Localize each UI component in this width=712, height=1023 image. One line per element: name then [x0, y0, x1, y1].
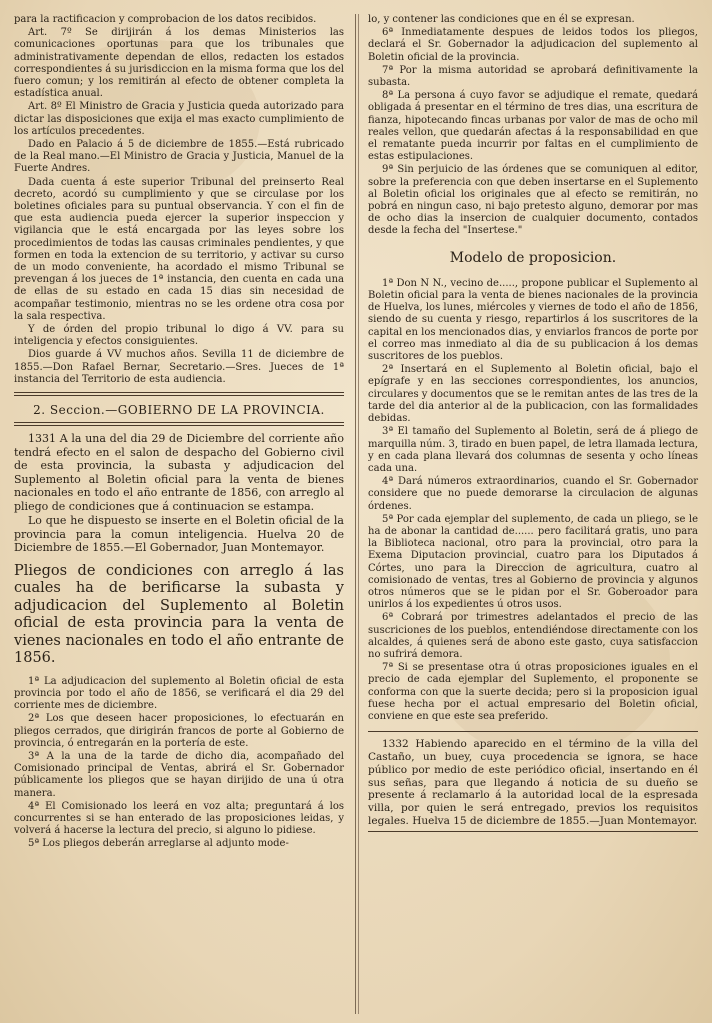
- condition-item: 2ª Los que deseen hacer proposiciones, lo efectuarán en pliegos cerrados, que dirigirán francos de porte al Gobierno de provincia, ó entregarán en la portería de este.: [14, 713, 344, 749]
- modelo-item: 2ª Insertará en el Suplemento al Boletin oficial, bajo el epígrafe y en las secciones correspondientes, los anuncios, circulares y documentos que se le remitan antes de las tres de la tarde del dia anterior al de la publicacion, con las formalidades debidas.: [368, 364, 699, 425]
- section-rule: [14, 422, 344, 426]
- column-divider: [355, 14, 356, 1014]
- paragraph: Y de órden del propio tribunal lo digo á VV. para su inteligencia y efectos consiguientes.: [14, 324, 344, 348]
- modelo-item: 7ª Si se presentase otra ú otras proposiciones iguales en el precio de cada ejemplar del Suplemento, el proponente se conforma con que la suerte decida; pero si la proposicion igual fuese hecha por el actual empresario del Boletin oficial, conviene en que este sea preferido.: [368, 662, 698, 722]
- section-rule: [14, 392, 344, 396]
- paragraph: Dada cuenta á este superior Tribunal del preinserto Real decreto, acordó su cumplimiento y que se circulase por los boletines oficiales para su puntual observancia. Y con el fin de que esta audiencia pueda ejercer la superior inspeccion y vigilancia que le está encargada por las leyes sobre los procedimientos de todas las causas criminales pendientes, y que formen en toda la extencion de su territorio, y activar su curso de un modo conveniente, ha acordado el mismo Tribunal se prevengan á los jueces de 1ª instancia, den cuenta en cada una de ellas de su estado en cada 15 dias sin necesidad de acompañar testimonio, mientras no se les ordene otra cosa por la sala respectiva.: [14, 176, 344, 322]
- modelo-item: 1ª Don N N., vecino de....., propone publicar el Suplemento al Boletin oficial para la venta de bienes nacionales de la provincia de Huelva, los lunes, miércoles y viernes de todo el año de 1856, siendo de su cuenta y riesgo, repartirlos á los suscritores de la capital en los mencionados dias, y enviarlos francos de porte por el correo mas inmediato al dia de su publicacion á los demas suscritores de los pueblos.: [368, 277, 698, 363]
- modelo-item: 5ª Por cada ejemplar del suplemento, de cada un pliego, se le ha de abonar la cantidad de...... pero facilitará gratis, uno para la Biblioteca nacional, otro para la provincial, otro para la Exema Diputacion provincial, cuatro para los Diputados á Córtes, uno para la Direccion de agricultura, cuatro al comisionado de ventas, tres al Gobierno de provincia y algunos otros números que se le pidan por el Sr. Goberoador para unirlos á los expedientes ú otros usos.: [368, 513, 698, 611]
- modelo-item: 3ª El tamaño del Suplemento al Boletin, será de á pliego de marquilla núm. 3, tirado en buen papel, de letra llamada lectura, y en cada plana llevará dos columnas de sesenta y ocho líneas cada una.: [368, 426, 698, 474]
- condition-item: 8ª La persona á cuyo favor se adjudique el remate, quedará obligada á presentar en el término de tres dias, una escritura de fianza, hipotecando fincas urbanas por valor de mas de ocho mil reales vellon, que quedarán afectas á la responsabilidad en que el rematante pueda incurrir por faltas en el cumplimiento de estas estipulaciones.: [368, 90, 698, 163]
- condition-item: 6ª Inmediatamente despues de leidos todos los pliegos, declará el Sr. Gobernador la adjudicacion del suplemento al Boletin oficial de la provincia.: [368, 27, 698, 63]
- right-column: [368, 14, 698, 832]
- paragraph: Art. 8º El Ministro de Gracia y Justicia queda autorizado para dictar las disposiciones que exija el mas exacto cumplimiento de los artículos precedentes.: [14, 101, 344, 137]
- pliego-title: Pliegos de condiciones con arreglo á las cuales ha de berificarse la subasta y adjudicacion del Suplemento al Boletin oficial de esta provincia para la venta de vienes nacionales en todo el año entrante de 1856.: [14, 562, 344, 667]
- condition-item: 3ª A la una de la tarde de dicho dia, acompañado del Comisionado principal de Ventas, abrirá el Sr. Gobernador públicamente los pliegos que se hayan dirijido de una ú otra manera.: [14, 751, 344, 799]
- modelo-item: 4ª Dará números extraordinarios, cuando el Sr. Gobernador considere que no puede demorarse la circulacion de algunas órdenes.: [368, 476, 698, 512]
- notice-1332: 1332 Habiendo aparecido en el término de la villa del Castaño, un buey, cuya procedencia se ignora, se hace público por medio de este periódico oficial, insertando en él sus señas, para que llegando á noticia de su dueño se presente á reclamarlo á la autoridad local de la espresada villa, por quien le será entregado, previos los requisitos legales. Huelva 15 de diciembre de 1855.—Juan Montemayor.: [368, 738, 698, 827]
- paragraph: Dios guarde á VV muchos años. Sevilla 11 de diciembre de 1855.—Don Rafael Bernar, Secretario.—Sres. Jueces de 1ª instancia del Territorio de esta audiencia.: [14, 349, 344, 385]
- paragraph: lo, y contener las condiciones que en él se expresan.: [368, 14, 635, 25]
- paragraph: Art. 7º Se dirijirán á los demas Ministerios las comunicaciones oportunas para que los tribunales que administrativamente dependan de ellos, redacten los estados correspondientes á su jurisdiccion en la misma forma que los del fuero comun; y los remitirán al efecto de obtener completa la estadística anual.: [14, 27, 344, 100]
- notice-1331: 1331 A la una del dia 29 de Diciembre del corriente año tendrá efecto en el salon de despacho del Gobierno civil de esta provincia, la subasta y adjudicacion del Suplemento al Boletin oficial para la venta de bienes nacionales en todo el año entrante de 1856, con arreglo al pliego de condiciones que á continuacion se estampa.: [14, 432, 344, 513]
- modelo-title: Modelo de proposicion.: [449, 249, 617, 266]
- condition-item: 4ª El Comisionado los leerá en voz alta; preguntará á los concurrentes si se han enterado de las proposiciones leidas, y volverá á hacerse la lectura del precio, si alguno lo pidiese.: [14, 800, 344, 837]
- condition-item: 9ª Sin perjuicio de las órdenes que se comuniquen al editor, sobre la preferencia con que deben insertarse en el Suplemento al Boletin oficial los originales que al efecto se remitirán, no pobrá en ningun caso, ni bajo pretesto alguno, demorar por mas de ocho dias la insercion de cualquier documento, contados desde la fecha del "Insertese.": [368, 164, 698, 237]
- section-heading: 2. Seccion.—GOBIERNO DE LA PROVINCIA.: [33, 403, 325, 418]
- notice-1331-closing: Lo que he dispuesto se inserte en el Boletin oficial de la provincia para la comun inteligencia. Huelva 20 de Diciembre de 1855.—El Gobernador, Juan Montemayor.: [14, 514, 344, 555]
- paragraph: para la ractificacion y comprobacion de los datos recibidos.: [14, 14, 317, 25]
- modelo-item: 6ª Cobrará por trimestres adelantados el precio de las suscriciones de los pueblos, entendiéndose directamente con los alcaldes, á quienes será de abono este gasto, cuya satisfaccion no sufrirá demora.: [368, 612, 698, 660]
- paragraph: Dado en Palacio á 5 de diciembre de 1855.—Está rubricado de la Real mano.—El Ministro de Gracia y Justicia, Manuel de la Fuerte Andres.: [14, 139, 344, 175]
- condition-item: 7ª Por la misma autoridad se aprobará definitivamente la subasta.: [368, 64, 698, 89]
- condition-item: 1ª La adjudicacion del suplemento al Boletin oficial de esta provincia por todo el año de 1856, se verificará el dia 29 del corriente mes de diciembre.: [14, 675, 344, 712]
- column-divider: [358, 14, 359, 1014]
- notice-1332-box: [368, 731, 698, 832]
- left-column: [14, 14, 344, 852]
- condition-item: 5ª Los pliegos deberán arreglarse al adjunto mode-: [28, 838, 289, 850]
